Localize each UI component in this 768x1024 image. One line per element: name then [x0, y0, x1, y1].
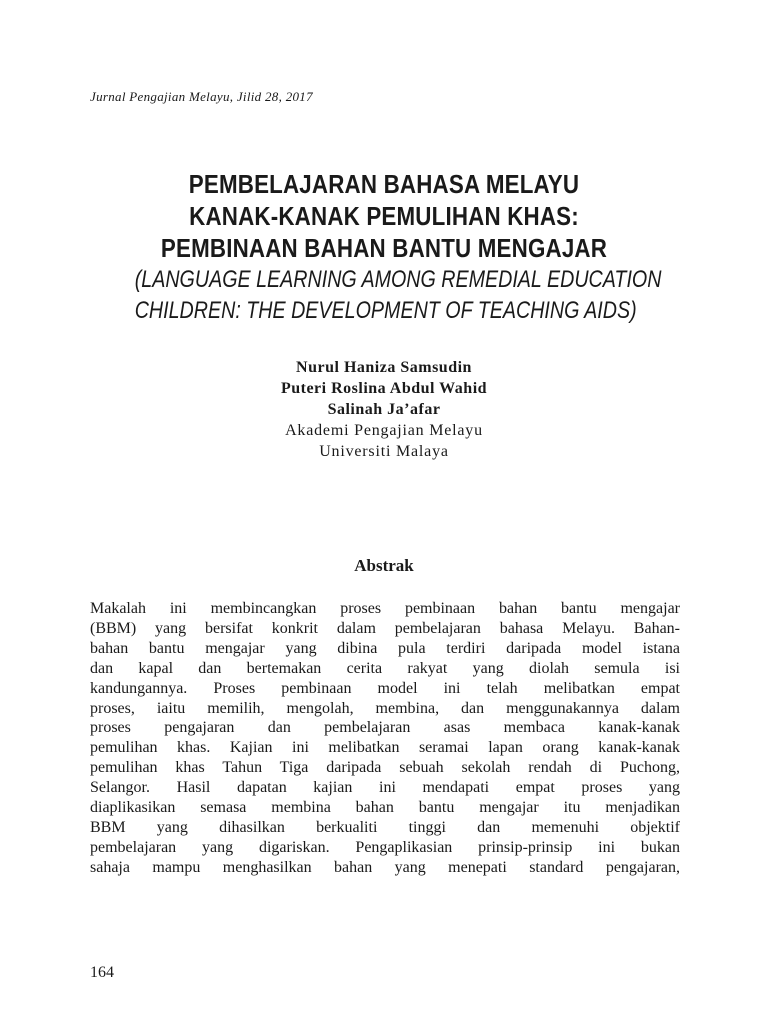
- abstract-line: pemulihan khas Tahun Tiga daripada sebuah sekolah rendah di Puchong,: [90, 759, 680, 777]
- abstract-line: proses pengajaran dan pembelajaran asas membaca kanak-kanak: [90, 719, 680, 737]
- abstract-line: Selangor. Hasil dapatan kajian ini mendapati empat proses yang: [90, 779, 680, 797]
- abstract-line: Makalah ini membincangkan proses pembinaan bahan bantu mengajar: [90, 600, 680, 617]
- page-number: 164: [90, 964, 114, 981]
- author-name: Puteri Roslina Abdul Wahid: [280, 380, 488, 397]
- article-title-block: [80, 168, 688, 326]
- author-name: Salinah Ja’afar: [327, 401, 441, 418]
- author-name: Nurul Haniza Samsudin: [296, 359, 472, 376]
- title-line: PEMBELAJARAN BAHASA MELAYU: [188, 169, 580, 199]
- abstract-line: bahan bantu mengajar yang dibina pula terdiri daripada model istana: [90, 639, 680, 657]
- abstract-line: kandungannya. Proses pembinaan model ini telah melibatkan empat: [90, 679, 680, 697]
- running-head: Jurnal Pengajian Melayu, Jilid 28, 2017: [90, 89, 313, 104]
- abstract-line: diaplikasikan semasa membina bahan bantu mengajar itu menjadikan: [90, 799, 680, 817]
- abstract-line: pembelajaran yang digariskan. Pengaplikasian prinsip-prinsip ini bukan: [90, 838, 680, 856]
- abstract-heading: Abstrak: [354, 556, 414, 575]
- affiliation-line: Universiti Malaya: [319, 443, 449, 460]
- abstract-line: proses, iaitu memilih, mengolah, membina, dan menggunakannya dalam: [90, 699, 680, 717]
- abstract-line: sahaja mampu menghasilkan bahan yang menepati standard pengajaran,: [90, 858, 680, 876]
- abstract-line: pemulihan khas. Kajian ini melibatkan seramai lapan orang kanak-kanak: [90, 739, 680, 757]
- abstract-line: dan kapal dan bertemakan cerita rakyat yang diolah semula isi: [90, 659, 680, 677]
- subtitle-line: (LANGUAGE LEARNING AMONG REMEDIAL EDUCATION: [134, 266, 662, 293]
- abstract-line: BBM yang dihasilkan berkualiti tinggi dan memenuhi objektif: [90, 818, 680, 836]
- abstract-body: [90, 599, 680, 878]
- title-line: PEMBINAAN BAHAN BANTU MENGAJAR: [160, 233, 608, 263]
- subtitle-line: CHILDREN: THE DEVELOPMENT OF TEACHING AIDS): [134, 297, 637, 324]
- affiliation-line: Akademi Pengajian Melayu: [285, 422, 483, 439]
- abstract-line: (BBM) yang bersifat konkrit dalam pembelajaran bahasa Melayu. Bahan-: [90, 619, 680, 637]
- author-block: [80, 357, 688, 462]
- title-line: KANAK-KANAK PEMULIHAN KHAS:: [189, 201, 579, 231]
